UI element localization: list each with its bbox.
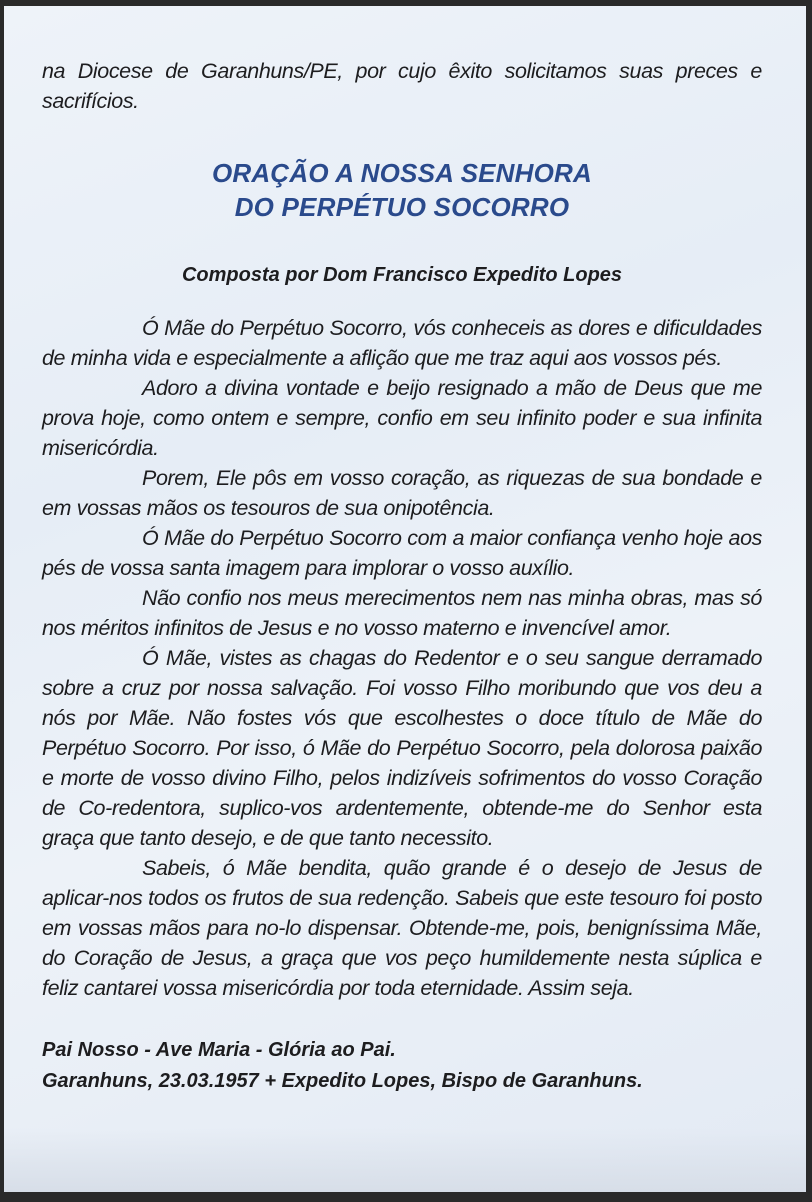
prayer-paragraph: Não confio nos meus merecimentos nem nas minha obras, mas só nos méritos infinitos de Jesus e no vosso materno e invencível amor. <box>42 586 762 640</box>
prayer-paragraph: Adoro a divina vontade e beijo resignado a mão de Deus que me prova hoje, como ontem e sempre, confio em seu infinito poder e sua infinita misericórdia. <box>42 376 762 460</box>
prayer-title <box>42 156 762 224</box>
prayer-card-page <box>4 6 806 1192</box>
intro-text: na Diocese de Garanhuns/PE, por cujo êxito solicitamos suas preces e sacrifícios. <box>42 59 762 113</box>
closing-block <box>42 1035 762 1097</box>
prayer-title-line-1: ORAÇÃO A NOSSA SENHORA <box>212 158 592 188</box>
prayer-paragraph: Sabeis, ó Mãe bendita, quão grande é o desejo de Jesus de aplicar-nos todos os frutos de sua redenção. Sabeis que este tesouro foi posto em vossas mãos para no-lo dispensar. Obtende-me, pois, benigníssima Mãe, do Coração de Jesus, a graça que vos peço humildemente nesta súplica e feliz cantarei vossa misericórdia por toda eternidade. Assim seja. <box>42 856 762 1000</box>
prayer-paragraph: Porem, Ele pôs em vosso coração, as riquezas de sua bondade e em vossas mãos os tesouros de sua onipotência. <box>42 466 762 520</box>
closing-prayers: Pai Nosso - Ave Maria - Glória ao Pai. <box>42 1039 396 1061</box>
prayer-body <box>42 313 762 1003</box>
prayer-title-line-2: DO PERPÉTUO SOCORRO <box>234 192 570 222</box>
prayer-paragraph: Ó Mãe do Perpétuo Socorro, vós conheceis as dores e dificuldades de minha vida e especialmente a aflição que me traz aqui aos vossos pés. <box>42 316 762 370</box>
signature-line: Garanhuns, 23.03.1957 + Expedito Lopes, Bispo de Garanhuns. <box>42 1070 643 1092</box>
prayer-paragraph: Ó Mãe do Perpétuo Socorro com a maior confiança venho hoje aos pés de vossa santa imagem para implorar o vosso auxílio. <box>42 526 762 580</box>
prayer-paragraph: Ó Mãe, vistes as chagas do Redentor e o seu sangue derramado sobre a cruz por nossa salvação. Foi vosso Filho moribundo que vos deu a nós por Mãe. Não fostes vós que escolhestes o doce título de Mãe do Perpétuo Socorro. Por isso, ó Mãe do Perpétuo Socorro, pela dolorosa paixão e morte de vosso divino Filho, pelos indizíveis sofrimentos do vosso Coração de Co-redentora, suplico-vos ardentemente, obtende-me do Senhor esta graça que tanto desejo, e de que tanto necessito. <box>42 646 762 850</box>
author-credit: Composta por Dom Francisco Expedito Lopes <box>181 264 623 286</box>
